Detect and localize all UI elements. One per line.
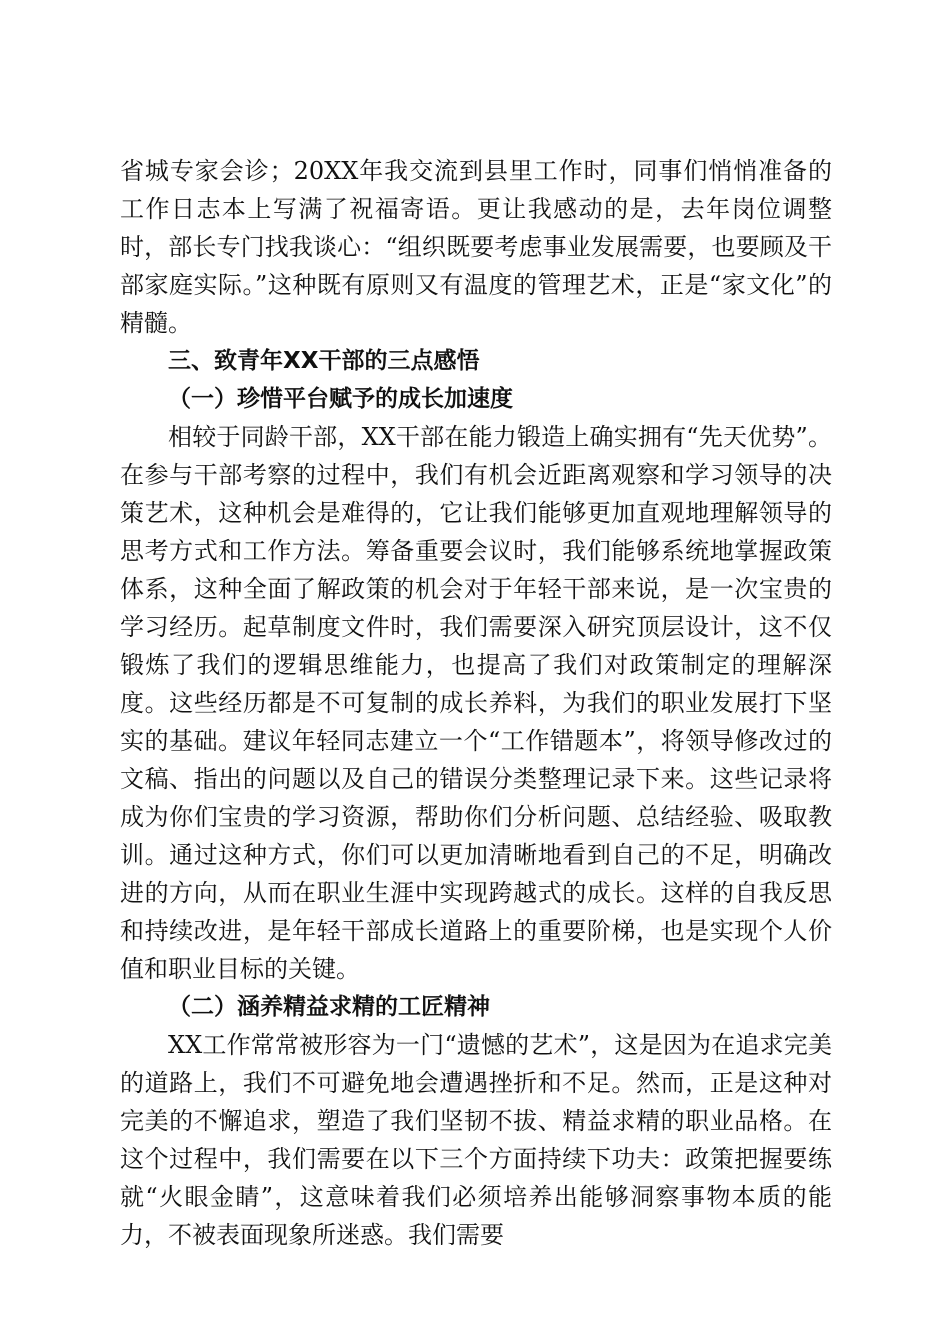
paragraph-1: 相较于同龄干部，XX干部在能力锻造上确实拥有“先天优势”。在参与干部考察的过程中，我们有机会近距离观察和学习领导的决策艺术，这种机会是难得的，它让我们能够更加直观地理解领导的思考方式和工作方法。筹备重要会议时，我们能够系统地掌握政策体系，这种全面了解政策的机会对于年轻干部来说，是一次宝贵的学习经历。起草制度文件时，我们需要深入研究顶层设计，这不仅锻炼了我们的逻辑思维能力，也提高了我们对政策制定的理解深度。这些经历都是不可复制的成长养料，为我们的职业发展打下坚实的基础。建议年轻同志建立一个“工作错题本”，将领导修改过的文稿、指出的问题以及自己的错误分类整理记录下来。这些记录将成为你们宝贵的学习资源，帮助你们分析问题、总结经验、吸取教训。通过这种方式，你们可以更加清晰地看到自己的不足，明确改进的方向，从而在职业生涯中实现跨越式的成长。这样的自我反思和持续改进，是年轻干部成长道路上的重要阶梯，也是实现个人价值和职业目标的关键。 bbox=[120, 423, 832, 983]
document-page bbox=[120, 152, 832, 1254]
section-heading-3: 三、致青年XX干部的三点感悟 bbox=[168, 348, 480, 374]
subheading-1: （一）珍惜平台赋予的成长加速度 bbox=[168, 385, 513, 412]
paragraph-2: XX工作常常被形容为一门“遗憾的艺术”，这是因为在追求完美的道路上，我们不可避免地会遭遇挫折和不足。然而，正是这种对完美的不懈追求，塑造了我们坚韧不拔、精益求精的职业品格。在这个过程中，我们需要在以下三个方面持续下功夫：政策把握要练就“火眼金睛”，这意味着我们必须培养出能够洞察事物本质的能力，不被表面现象所迷惑。我们需要 bbox=[120, 1031, 832, 1249]
subheading-2: （二）涵养精益求精的工匠精神 bbox=[168, 993, 490, 1020]
paragraph-continued: 省城专家会诊；20XX年我交流到县里工作时，同事们悄悄准备的工作日志本上写满了祝福寄语。更让我感动的是，去年岗位调整时，部长专门找我谈心：“组织既要考虑事业发展需要，也要顾及干部家庭实际。”这种既有原则又有温度的管理艺术，正是“家文化”的精髓。 bbox=[120, 157, 832, 337]
